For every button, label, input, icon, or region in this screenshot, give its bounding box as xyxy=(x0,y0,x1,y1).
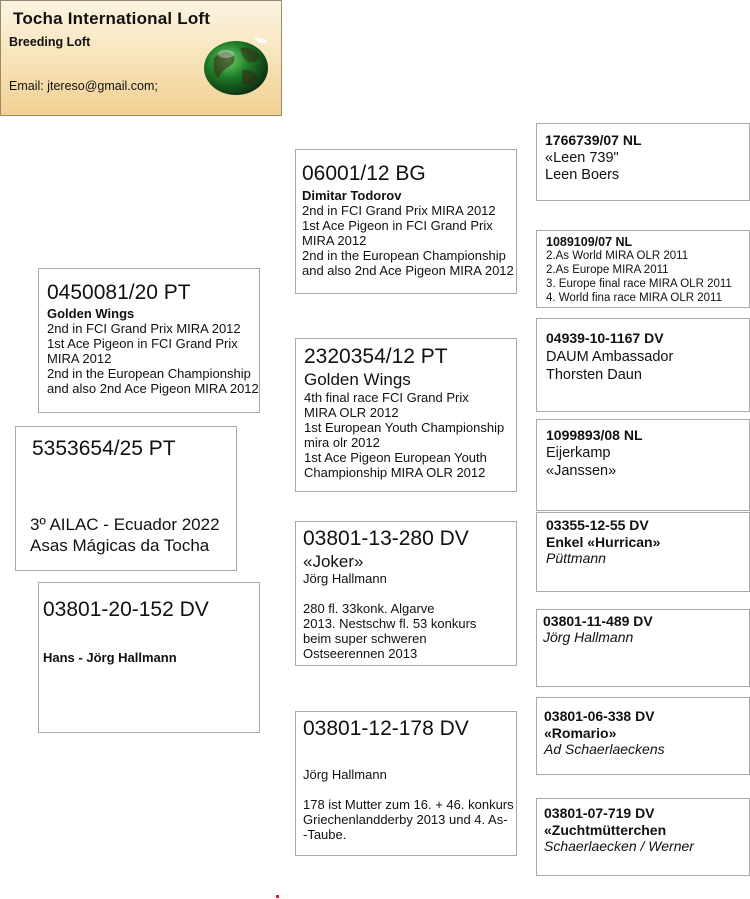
main-line1: 3º AILAC - Ecuador 2022 xyxy=(30,515,220,534)
gg-ring: 03801-07-719 DV xyxy=(544,805,655,821)
ss-ring: 06001/12 BG xyxy=(302,162,426,185)
sire-ring: 0450081/20 PT xyxy=(47,281,191,304)
dd-breeder: Jörg Hallmann xyxy=(303,767,387,782)
gg-notes: 2.As World MIRA OLR 2011 2.As Europe MIRA 2011 3. Europe final race MIRA OLR 2011 4. World fina race MIRA OLR 2011 xyxy=(546,250,732,304)
sire-notes: 2nd in FCI Grand Prix MIRA 2012 1st Ace Pigeon in FCI Grand Prix MIRA 2012 2nd in the European Championship and also 2nd Ace Pigeon MIRA 2012 xyxy=(47,321,259,396)
gg-ring: 1766739/07 NL xyxy=(545,132,642,148)
gg-ring: 1099893/08 NL xyxy=(546,427,643,443)
sire-name: Golden Wings xyxy=(47,306,135,321)
gg-name: «Romario» xyxy=(544,725,617,741)
dam-breeder: Hans - Jörg Hallmann xyxy=(43,650,177,665)
gg-name: Enkel «Hurrican» xyxy=(546,534,661,550)
gg-card-6 xyxy=(536,609,750,687)
gg-card-5 xyxy=(536,512,750,592)
gg-ring: 03801-06-338 DV xyxy=(544,708,655,724)
gg-breeder: Leen Boers xyxy=(545,167,620,183)
sire-dam-card xyxy=(295,338,517,492)
gg-ring: 03355-12-55 DV xyxy=(546,517,649,533)
gg-card-7 xyxy=(536,697,750,775)
decorative-dot xyxy=(276,895,279,898)
gg-card-4 xyxy=(536,419,750,511)
ds-breeder: Jörg Hallmann xyxy=(303,571,387,586)
gg-breeder: Jörg Hallmann xyxy=(543,629,634,645)
sire-sire-card xyxy=(295,149,517,294)
loft-email[interactable]: Email: jtereso@gmail.com; xyxy=(9,79,158,93)
loft-header xyxy=(0,0,282,116)
loft-title: Tocha International Loft xyxy=(13,9,211,28)
gg-ring: 1089109/07 NL xyxy=(546,235,633,249)
dam-card xyxy=(38,582,260,733)
gg-name: «Zuchtmütterchen xyxy=(544,822,667,838)
sire-card xyxy=(38,268,260,413)
dam-sire-card xyxy=(295,521,517,666)
gg-breeder: Thorsten Daun xyxy=(546,367,642,383)
gg-card-1 xyxy=(536,123,750,201)
gg-name: «Leen 739" xyxy=(545,150,619,166)
gg-breeder: Püttmann xyxy=(546,550,606,566)
gg-ring: 03801-11-489 DV xyxy=(543,613,653,629)
main-line2: Asas Mágicas da Tocha xyxy=(30,536,210,555)
gg-breeder: «Janssen» xyxy=(546,463,617,479)
dam-ring: 03801-20-152 DV xyxy=(43,598,209,621)
ss-notes: 2nd in FCI Grand Prix MIRA 2012 1st Ace Pigeon in FCI Grand Prix MIRA 2012 2nd in the European Championship and also 2nd Ace Pigeon MIRA 2012 xyxy=(302,203,514,278)
gg-breeder: Schaerlaecken / Werner xyxy=(544,838,694,854)
dd-ring: 03801-12-178 DV xyxy=(303,717,469,740)
ds-notes: 280 fl. 33konk. Algarve 2013. Nestschw fl. 53 konkurs beim super schweren Ostseerennen 2013 xyxy=(303,601,477,661)
ds-ring: 03801-13-280 DV xyxy=(303,527,469,550)
main-ring: 5353654/25 PT xyxy=(32,437,176,460)
gg-card-8 xyxy=(536,798,750,876)
loft-subtitle: Breeding Loft xyxy=(9,35,91,49)
ds-name: «Joker» xyxy=(303,552,364,571)
sd-ring: 2320354/12 PT xyxy=(304,345,448,368)
gg-card-2 xyxy=(536,230,750,308)
globe-icon xyxy=(202,34,272,96)
dd-notes: 178 ist Mutter zum 16. + 46. konkurs Griechenlandderby 2013 und 4. As- -Taube. xyxy=(303,797,514,842)
gg-ring: 04939-10-1167 DV xyxy=(546,330,664,346)
ss-breeder: Dimitar Todorov xyxy=(302,188,402,203)
gg-name: DAUM Ambassador xyxy=(546,349,674,365)
gg-card-3 xyxy=(536,318,750,412)
gg-name: Eijerkamp xyxy=(546,445,611,461)
dam-dam-card xyxy=(295,711,517,856)
sd-notes: 4th final race FCI Grand Prix MIRA OLR 2012 1st European Youth Championship mira olr 2012 1st Ace Pigeon European Youth Championship MIRA OLR 2012 xyxy=(304,390,505,480)
sd-name: Golden Wings xyxy=(304,370,411,389)
gg-breeder: Ad Schaerlaeckens xyxy=(544,741,665,757)
main-pigeon-card xyxy=(15,426,237,571)
